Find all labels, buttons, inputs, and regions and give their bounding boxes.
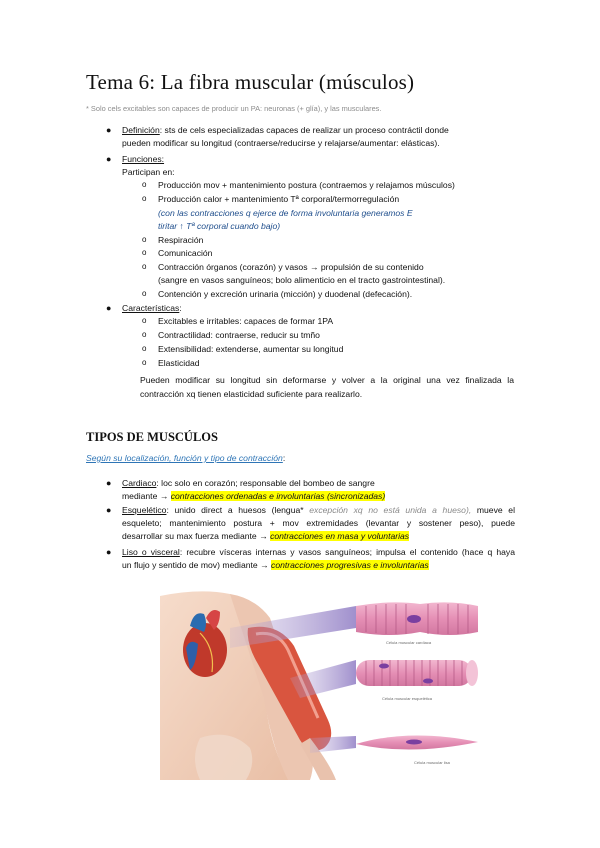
caracteristicas-colon: : bbox=[179, 303, 182, 313]
definicion-line1: : sts de cels especializadas capaces de realizar un proceso contráctil donde bbox=[159, 125, 449, 135]
circle-bullet: o bbox=[142, 248, 147, 257]
cardiaco-highlight: contracciones ordenadas e involuntarias (sincronizadas) bbox=[170, 491, 386, 501]
pointer-beam-smooth bbox=[310, 736, 356, 753]
caracteristicas-para-line2: contracción xq tienen elasticidad suficiente para realizarlo. bbox=[140, 389, 363, 399]
contraccion-continuation: (sangre en vasos sanguíneos; bolo alimenticio en el tracto gastrointestinal). bbox=[158, 275, 446, 285]
tipos-subtitle-colon: : bbox=[282, 453, 286, 463]
esqueletico-line1b: mueve el bbox=[471, 505, 515, 515]
caracteristica-item: Elasticidad bbox=[158, 358, 200, 368]
smooth-muscle-cell bbox=[356, 735, 478, 765]
circle-bullet: o bbox=[142, 344, 147, 353]
label-lisa: Célula muscular lisa bbox=[414, 760, 450, 765]
esqueletico-paragraph bbox=[122, 504, 515, 543]
liso-paragraph bbox=[122, 546, 515, 572]
esqueletico-exception: excepción xq no está unida a hueso), bbox=[309, 505, 472, 515]
cardiac-muscle-cell bbox=[356, 602, 478, 645]
circle-bullet: o bbox=[142, 358, 147, 367]
circle-bullet: o bbox=[142, 330, 147, 339]
definicion-paragraph bbox=[122, 124, 502, 150]
funcion-item: Producción mov + mantenimiento postura (contraemos y relajamos músculos) bbox=[158, 180, 455, 190]
circle-bullet: o bbox=[142, 235, 147, 244]
caracteristica-item: Excitables e irritables: capaces de formar 1PA bbox=[158, 316, 334, 326]
bullet: ● bbox=[106, 154, 112, 164]
definicion-line2: pueden modificar su longitud (contraerse/reducirse y relajarse/aumentar: elásticas). bbox=[122, 138, 440, 148]
tipos-subtitle bbox=[86, 452, 285, 465]
intro-note: * Solo cels excitables son capaces de producir un PA: neuronas (+ glía), y las musculares. bbox=[86, 104, 382, 113]
section-heading: TIPOS DE MUSCÚLOS bbox=[86, 430, 218, 444]
esqueletico-label: Esquelético bbox=[122, 505, 167, 515]
liso-line2-prefix: un flujo y sentido de mov) mediante → bbox=[122, 560, 272, 570]
calor-note-line1: (con las contracciones q ejerce de forma involuntaria generamos E bbox=[158, 208, 413, 218]
funcion-item: Producción calor + mantenimiento Tª corporal/termorregulación bbox=[158, 194, 400, 204]
esqueletico-line3-prefix: desarrollar su max fuerza mediante → bbox=[122, 531, 271, 541]
label-cardiaca: Célula muscular cardíaca bbox=[386, 640, 432, 645]
bullet: ● bbox=[106, 478, 112, 488]
funciones-intro: Participan en: bbox=[122, 167, 175, 177]
esqueletico-line1a: : unido direct a huesos (lengua* bbox=[166, 505, 310, 515]
label-esqueletica: Célula muscular esquelética bbox=[382, 696, 433, 701]
caracteristicas-label: Características bbox=[122, 303, 180, 313]
funcion-item: Contención y excreción urinaria (micción) y duodenal (defecación). bbox=[158, 289, 413, 299]
funcion-item: Contracción órganos (corazón) y vasos → propulsión de su contenido bbox=[158, 262, 424, 272]
caracteristica-item: Extensibilidad: extenderse, aumentar su longitud bbox=[158, 344, 344, 354]
bullet: ● bbox=[106, 125, 112, 135]
skeletal-muscle-cell bbox=[356, 660, 478, 701]
circle-bullet: o bbox=[142, 289, 147, 298]
funciones-label: Funciones: bbox=[122, 154, 165, 164]
cardiaco-line2-prefix: mediante → bbox=[122, 491, 171, 501]
bullet: ● bbox=[106, 303, 112, 313]
esqueletico-line2: esqueleto; mantenimiento postura + mov extremidades (levantar y sostener peso), puede bbox=[122, 518, 515, 528]
esqueletico-highlight: contracciones en masa y voluntarias bbox=[270, 531, 410, 541]
liso-line1: : recubre vísceras internas y vasos sanguíneos; impulsa el contenido (hace q haya bbox=[179, 547, 515, 557]
cardiaco-line1: : loc solo en corazón; responsable del bombeo de sangre bbox=[156, 478, 375, 488]
cardiaco-label: Cardiaco bbox=[122, 478, 157, 488]
definicion-label: Definición bbox=[122, 125, 160, 135]
circle-bullet: o bbox=[142, 194, 147, 203]
liso-label: Liso o visceral bbox=[122, 547, 180, 557]
funciones-header bbox=[122, 153, 175, 179]
circle-bullet: o bbox=[142, 316, 147, 325]
muscle-types-illustration bbox=[160, 588, 480, 780]
bullet: ● bbox=[106, 547, 112, 557]
bullet: ● bbox=[106, 505, 112, 515]
circle-bullet: o bbox=[142, 180, 147, 189]
caracteristicas-header bbox=[122, 302, 182, 315]
tipos-subtitle-link[interactable]: Según su localización, función y tipo de contracción bbox=[86, 453, 283, 463]
funcion-item: Comunicación bbox=[158, 248, 213, 258]
calor-note-line2: tiritar ↑ Tª corporal cuando bajo) bbox=[158, 221, 281, 231]
page-title: Tema 6: La fibra muscular (músculos) bbox=[86, 70, 415, 94]
liso-highlight: contracciones progresivas e involuntarias bbox=[271, 560, 429, 570]
funcion-item: Respiración bbox=[158, 235, 204, 245]
cardiaco-paragraph bbox=[122, 477, 385, 503]
caracteristica-item: Contractilidad: contraerse, reducir su tmño bbox=[158, 330, 320, 340]
caracteristicas-para-line1: Pueden modificar su longitud sin deformarse y volver a la original una vez finalizada la bbox=[140, 375, 514, 385]
circle-bullet: o bbox=[142, 262, 147, 271]
